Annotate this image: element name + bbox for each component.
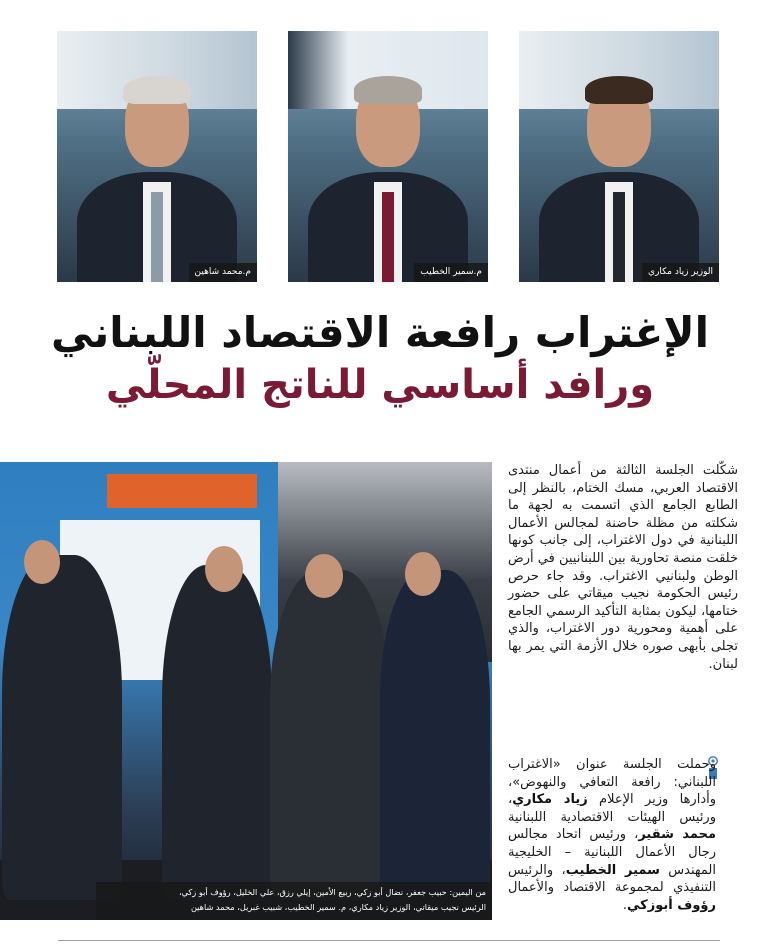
- portrait-photo-3: [519, 31, 719, 282]
- article-p2-name1: زياد مكاري: [512, 792, 588, 808]
- article-paragraph-2: [508, 756, 716, 914]
- article-p2-mid3: ، والرئيس التنفيذي لمجموعة الاقتصاد والأعمال: [508, 862, 716, 896]
- article-p2-name3: سمير الخطيب: [565, 862, 660, 878]
- portrait-caption-3: الوزير زياد مكاري: [642, 263, 719, 282]
- portrait-caption-1: م.محمد شاهين: [189, 263, 257, 282]
- group-photo: [0, 462, 492, 920]
- article-p2-end: .: [622, 897, 628, 913]
- article-paragraph-1: [508, 462, 738, 673]
- article-p2-name2: محمد شقير: [638, 827, 716, 843]
- group-photo-caption: [96, 882, 492, 920]
- portrait-photo-2: [288, 31, 488, 282]
- article-paragraph-1-text: شكّلت الجلسة الثالثة من أعمال منتدى الاقتصاد العربي، مسك الختام، بالنظر إلى الطابع الجامع الذي اتسمت به لجهة ما شكلته من مظلة حاضنة لمجالس الأعمال اللبنانية في دول الاغتراب، إلى جانب كونها خلقت منصة تحاورية بين اللبنانيين في أرض الوطن ولبنانيي الاغتراب. وقد جاء حرص رئيس الحكومة نجيب ميقاتي على حضور ختامها، ليكون بمثابة التأكيد الرسمي الجامع على أهمية ومحورية دور الاغتراب، والذي تجلى بأبهى صوره خلال الأزمة التي يمر بها لبنان.: [508, 463, 738, 672]
- portrait-caption-2: م.سمير الخطيب: [414, 263, 488, 282]
- group-photo-caption-line2: الرئيس نجيب ميقاتي، الوزير زياد مكاري، م. سمير الخطيب، شبيب غبريل، محمد شاهين: [190, 902, 486, 912]
- headline-main: الإغتراب رافعة الاقتصاد اللبناني: [50, 308, 709, 357]
- article-p2-mid1: ، ورئيس الهيئات الاقتصادية اللبنانية: [508, 792, 716, 825]
- group-photo-caption-line1: من اليمين: حبيب جعفر، نضال أبو زكي، ربيع الأمين، إيلي رزق، علي الخليل، رؤوف أبو زكي،: [178, 887, 486, 897]
- portrait-photo-1: [57, 31, 257, 282]
- article-p2-intro: وحملت الجلسة عنوان «الاغتراب اللبناني: رافعة التعافي والنهوض»، وأدارها وزير الإعلام: [508, 757, 717, 808]
- headline-sub: ورافد أساسي للناتج المحلّي: [105, 362, 655, 408]
- bottom-divider: [58, 940, 720, 941]
- article-p2-mid2: ، ورئيس اتحاد مجالس رجال الأعمال اللبنانية – الخليجية المهندس: [508, 827, 716, 878]
- article-p2-name4: رؤوف أبوزكي: [627, 897, 716, 913]
